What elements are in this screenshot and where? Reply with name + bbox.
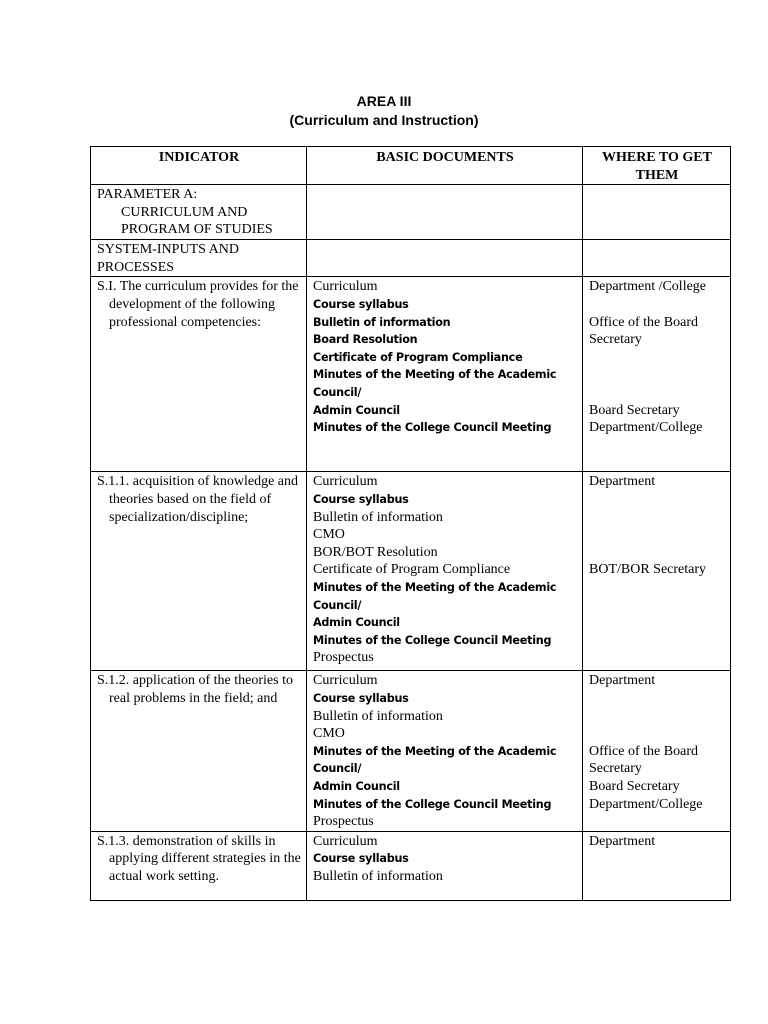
indicator-text: S.1.2. application of the theories to real problems in the field; and	[97, 673, 293, 706]
document-item: Curriculum	[313, 833, 378, 849]
table-row	[91, 185, 731, 240]
indicator-cell	[91, 277, 307, 472]
document-item: Bulletin of information	[313, 868, 443, 884]
document-item: Curriculum	[313, 474, 378, 490]
where-cell	[583, 240, 731, 277]
document-item: Board Resolution	[313, 333, 418, 347]
where-item: Board Secretary	[589, 778, 680, 794]
documents-cell	[307, 277, 583, 472]
where-cell	[583, 185, 731, 240]
documents-cell	[307, 671, 583, 831]
spacer	[589, 509, 725, 527]
document-item: Minutes of the Meeting of the Academic Council/	[313, 744, 557, 776]
document-item: Bulletin of information	[313, 509, 443, 525]
header-basic-documents: BASIC DOCUMENTS	[307, 147, 583, 185]
document-item: Course syllabus	[313, 297, 409, 311]
indicator-cell	[91, 831, 307, 900]
document-item: Minutes of the Meeting of the Academic Council/	[313, 580, 557, 612]
document-item: Course syllabus	[313, 852, 409, 866]
page-subtitle: (Curriculum and Instruction)	[289, 112, 479, 128]
spacer	[589, 544, 725, 562]
where-item: Office of the Board Secretary	[589, 314, 698, 348]
spacer	[589, 725, 725, 743]
where-item: Department	[589, 673, 656, 689]
spacer	[589, 366, 725, 384]
indicator-cell	[91, 185, 307, 240]
indicator-cell	[91, 240, 307, 277]
table-row	[91, 277, 731, 472]
document-item: Course syllabus	[313, 492, 409, 506]
document-item: BOR/BOT Resolution	[313, 544, 438, 560]
spacer	[589, 349, 725, 367]
indicator-text: S.I. The curriculum provides for the development of the following professional competencies:	[97, 279, 299, 330]
indicator-text: PROCESSES	[97, 259, 175, 275]
where-item: BOT/BOR Secretary	[589, 562, 707, 578]
indicator-text: S.1.1. acquisition of knowledge and theories based on the field of specialization/discipline;	[97, 474, 299, 525]
document-item: Curriculum	[313, 673, 378, 689]
where-cell	[583, 472, 731, 671]
document-item: Certificate of Program Compliance	[313, 562, 511, 578]
table-row	[91, 671, 731, 831]
spacer	[589, 491, 725, 509]
table-row	[91, 472, 731, 671]
where-item: Department/College	[589, 796, 703, 812]
document-item: Prospectus	[313, 650, 374, 666]
spacer	[589, 708, 725, 726]
spacer	[589, 384, 725, 402]
documents-cell	[307, 240, 583, 277]
indicator-cell	[91, 472, 307, 671]
indicator-text: CURRICULUM AND	[121, 204, 248, 220]
where-item: Department /College	[589, 279, 707, 295]
document-item: Admin Council	[313, 616, 400, 630]
documents-table	[90, 146, 731, 901]
where-cell	[583, 671, 731, 831]
page-title: AREA III	[356, 93, 412, 109]
document-item: Minutes of the Meeting of the Academic Council/	[313, 368, 557, 399]
spacer	[589, 526, 725, 544]
document-item: Course syllabus	[313, 691, 409, 705]
where-item: Board Secretary	[589, 402, 680, 418]
documents-cell	[307, 831, 583, 900]
documents-cell	[307, 185, 583, 240]
where-item: Department	[589, 474, 656, 490]
document-item: Prospectus	[313, 814, 374, 830]
document-item: Bulletin of information	[313, 315, 451, 329]
document-item: Bulletin of information	[313, 708, 443, 724]
table-row	[91, 831, 731, 900]
document-item: Admin Council	[313, 403, 400, 417]
header-where-to-get: WHERE TO GET THEM	[583, 147, 731, 185]
document-item: Admin Council	[313, 779, 400, 793]
document-item: Curriculum	[313, 279, 378, 295]
indicator-cell	[91, 671, 307, 831]
document-item: CMO	[313, 726, 345, 742]
table-header-row	[91, 147, 731, 185]
spacer	[589, 690, 725, 708]
indicator-text: S.1.3. demonstration of skills in applying different strategies in the actual work setting.	[97, 833, 301, 884]
indicator-text: PARAMETER A:	[97, 187, 198, 203]
header-indicator: INDICATOR	[91, 147, 307, 185]
table-row	[91, 240, 731, 277]
where-cell	[583, 831, 731, 900]
where-cell	[583, 277, 731, 472]
document-item: Minutes of the College Council Meeting	[313, 421, 552, 435]
indicator-text: PROGRAM OF STUDIES	[121, 222, 273, 238]
where-item: Department	[589, 833, 656, 849]
document-item: Certificate of Program Compliance	[313, 350, 523, 364]
document-item: Minutes of the College Council Meeting	[313, 633, 552, 647]
spacer	[589, 296, 725, 314]
documents-cell	[307, 472, 583, 671]
where-item: Department/College	[589, 420, 703, 436]
where-item: Office of the Board	[589, 743, 698, 759]
document-item: CMO	[313, 527, 345, 543]
indicator-text: SYSTEM-INPUTS AND	[97, 242, 239, 258]
document-item: Minutes of the College Council Meeting	[313, 797, 552, 811]
where-item: Secretary	[589, 761, 642, 777]
